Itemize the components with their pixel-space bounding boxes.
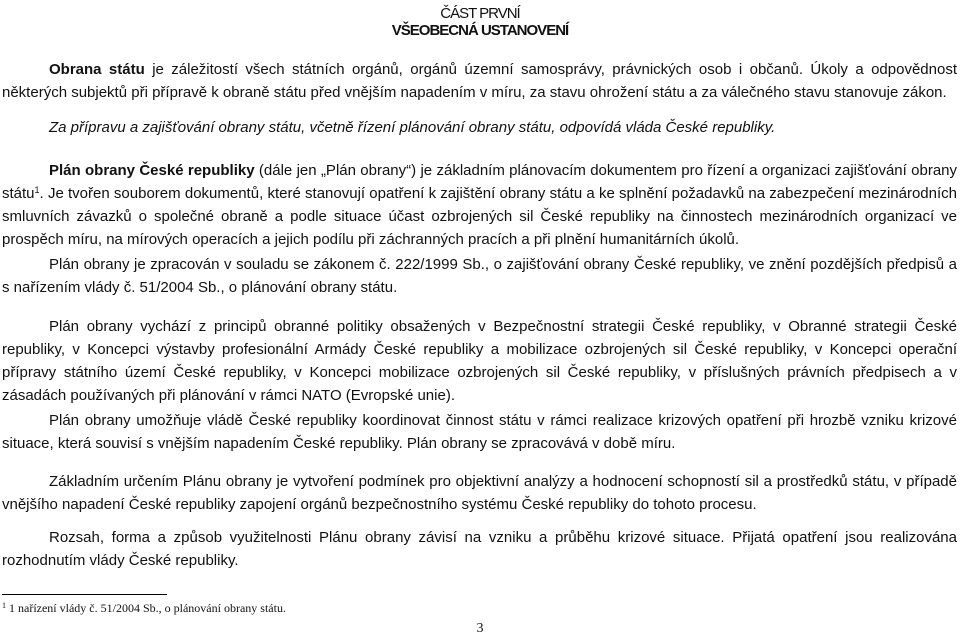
paragraph-principles	[2, 315, 957, 407]
paragraph-text: je záležitostí všech státních orgánů, orgánů územní samosprávy, právnických osob i občanů. Úkoly a odpovědnost některých subjektů při přípravě k obraně státu před vnějším napadením v míru, za stavu ohrožení státu a za válečného stavu stanovuje zákon.	[2, 61, 957, 101]
paragraph-lead: Plán obrany České republiky	[49, 162, 255, 179]
paragraph-scope	[2, 526, 957, 572]
paragraph-purpose	[2, 470, 957, 516]
part-heading: ČÁST PRVNÍ	[440, 5, 520, 22]
footnote-divider	[2, 594, 167, 595]
footnote-reference[interactable]: 1	[34, 185, 40, 195]
paragraph-text: . Je tvořen souborem dokumentů, které stanovují opatření k zajištění obrany státu a ke splnění požadavků na zabezpečení mezinárodních smluvních závazků o společné obraně a podle situace účast ozbrojených sil České republiky na činnostech mezinárodních organizací ve prospěch míru, na mírových operacích a jejich podílu při záchranných pracích a při plnění humanitárních úkolů.	[2, 185, 957, 248]
footnote-text: 1 nařízení vlády č. 51/2004 Sb., o plánování obrany státu.	[6, 601, 286, 615]
footnote-mark: 1	[2, 601, 6, 610]
paragraph-legal-basis	[2, 253, 957, 299]
paragraph-defense-of-state	[2, 58, 957, 104]
paragraph-text: Plán obrany je zpracován v souladu se zákonem č. 222/1999 Sb., o zajišťování obrany České republiky, ve znění pozdějších předpisů a s nařízením vlády č. 51/2004 Sb., o plánování obrany státu.	[2, 256, 957, 296]
footnote	[2, 600, 286, 616]
paragraph-text: Rozsah, forma a způsob využitelnosti Plánu obrany závisí na vzniku a průběhu krizové situace. Přijatá opatření jsou realizována rozhodnutím vlády České republiky.	[2, 529, 957, 569]
paragraph-coordination	[2, 409, 957, 455]
paragraph-government-responsibility	[2, 116, 957, 139]
page-number: 3	[476, 621, 484, 636]
paragraph-text: Plán obrany vychází z principů obranné politiky obsažených v Bezpečnostní strategii České republiky, v Obranné strategii České republiky, v Koncepci výstavby profesionální Armády České republiky a mobilizace ozbrojených sil České republiky, v Koncepci operační přípravy státního území České republiky, v Koncepci mobilizace ozbrojených sil České republiky, v příslušných právních předpisech a v zásadách používaných při plánování v rámci NATO (Evropské unie).	[2, 318, 957, 404]
section-title: VŠEOBECNÁ USTANOVENÍ	[391, 22, 569, 39]
paragraph-text: Za přípravu a zajišťování obrany státu, včetně řízení plánování obrany státu, odpovídá vláda České republiky.	[49, 119, 776, 136]
paragraph-text: Základním určením Plánu obrany je vytvoření podmínek pro objektivní analýzy a hodnocení schopností sil a prostředků státu, v případě vnějšího napadení České republiky zapojení orgánů bezpečnostního systému České republiky do tohoto procesu.	[2, 473, 957, 513]
paragraph-defense-plan	[2, 159, 957, 251]
paragraph-text: (dále jen „Plán obrany“) je základním plánovacím dokumentem pro řízení a organizaci zajišťování obrany státu	[2, 162, 957, 202]
paragraph-lead: Obrana státu	[49, 61, 145, 78]
paragraph-text: Plán obrany umožňuje vládě České republiky koordinovat činnost státu v rámci realizace krizových opatření při hrozbě vzniku krizové situace, která souvisí s vnějším napadením České republiky. Plán obrany se zpracovává v době míru.	[2, 412, 957, 452]
